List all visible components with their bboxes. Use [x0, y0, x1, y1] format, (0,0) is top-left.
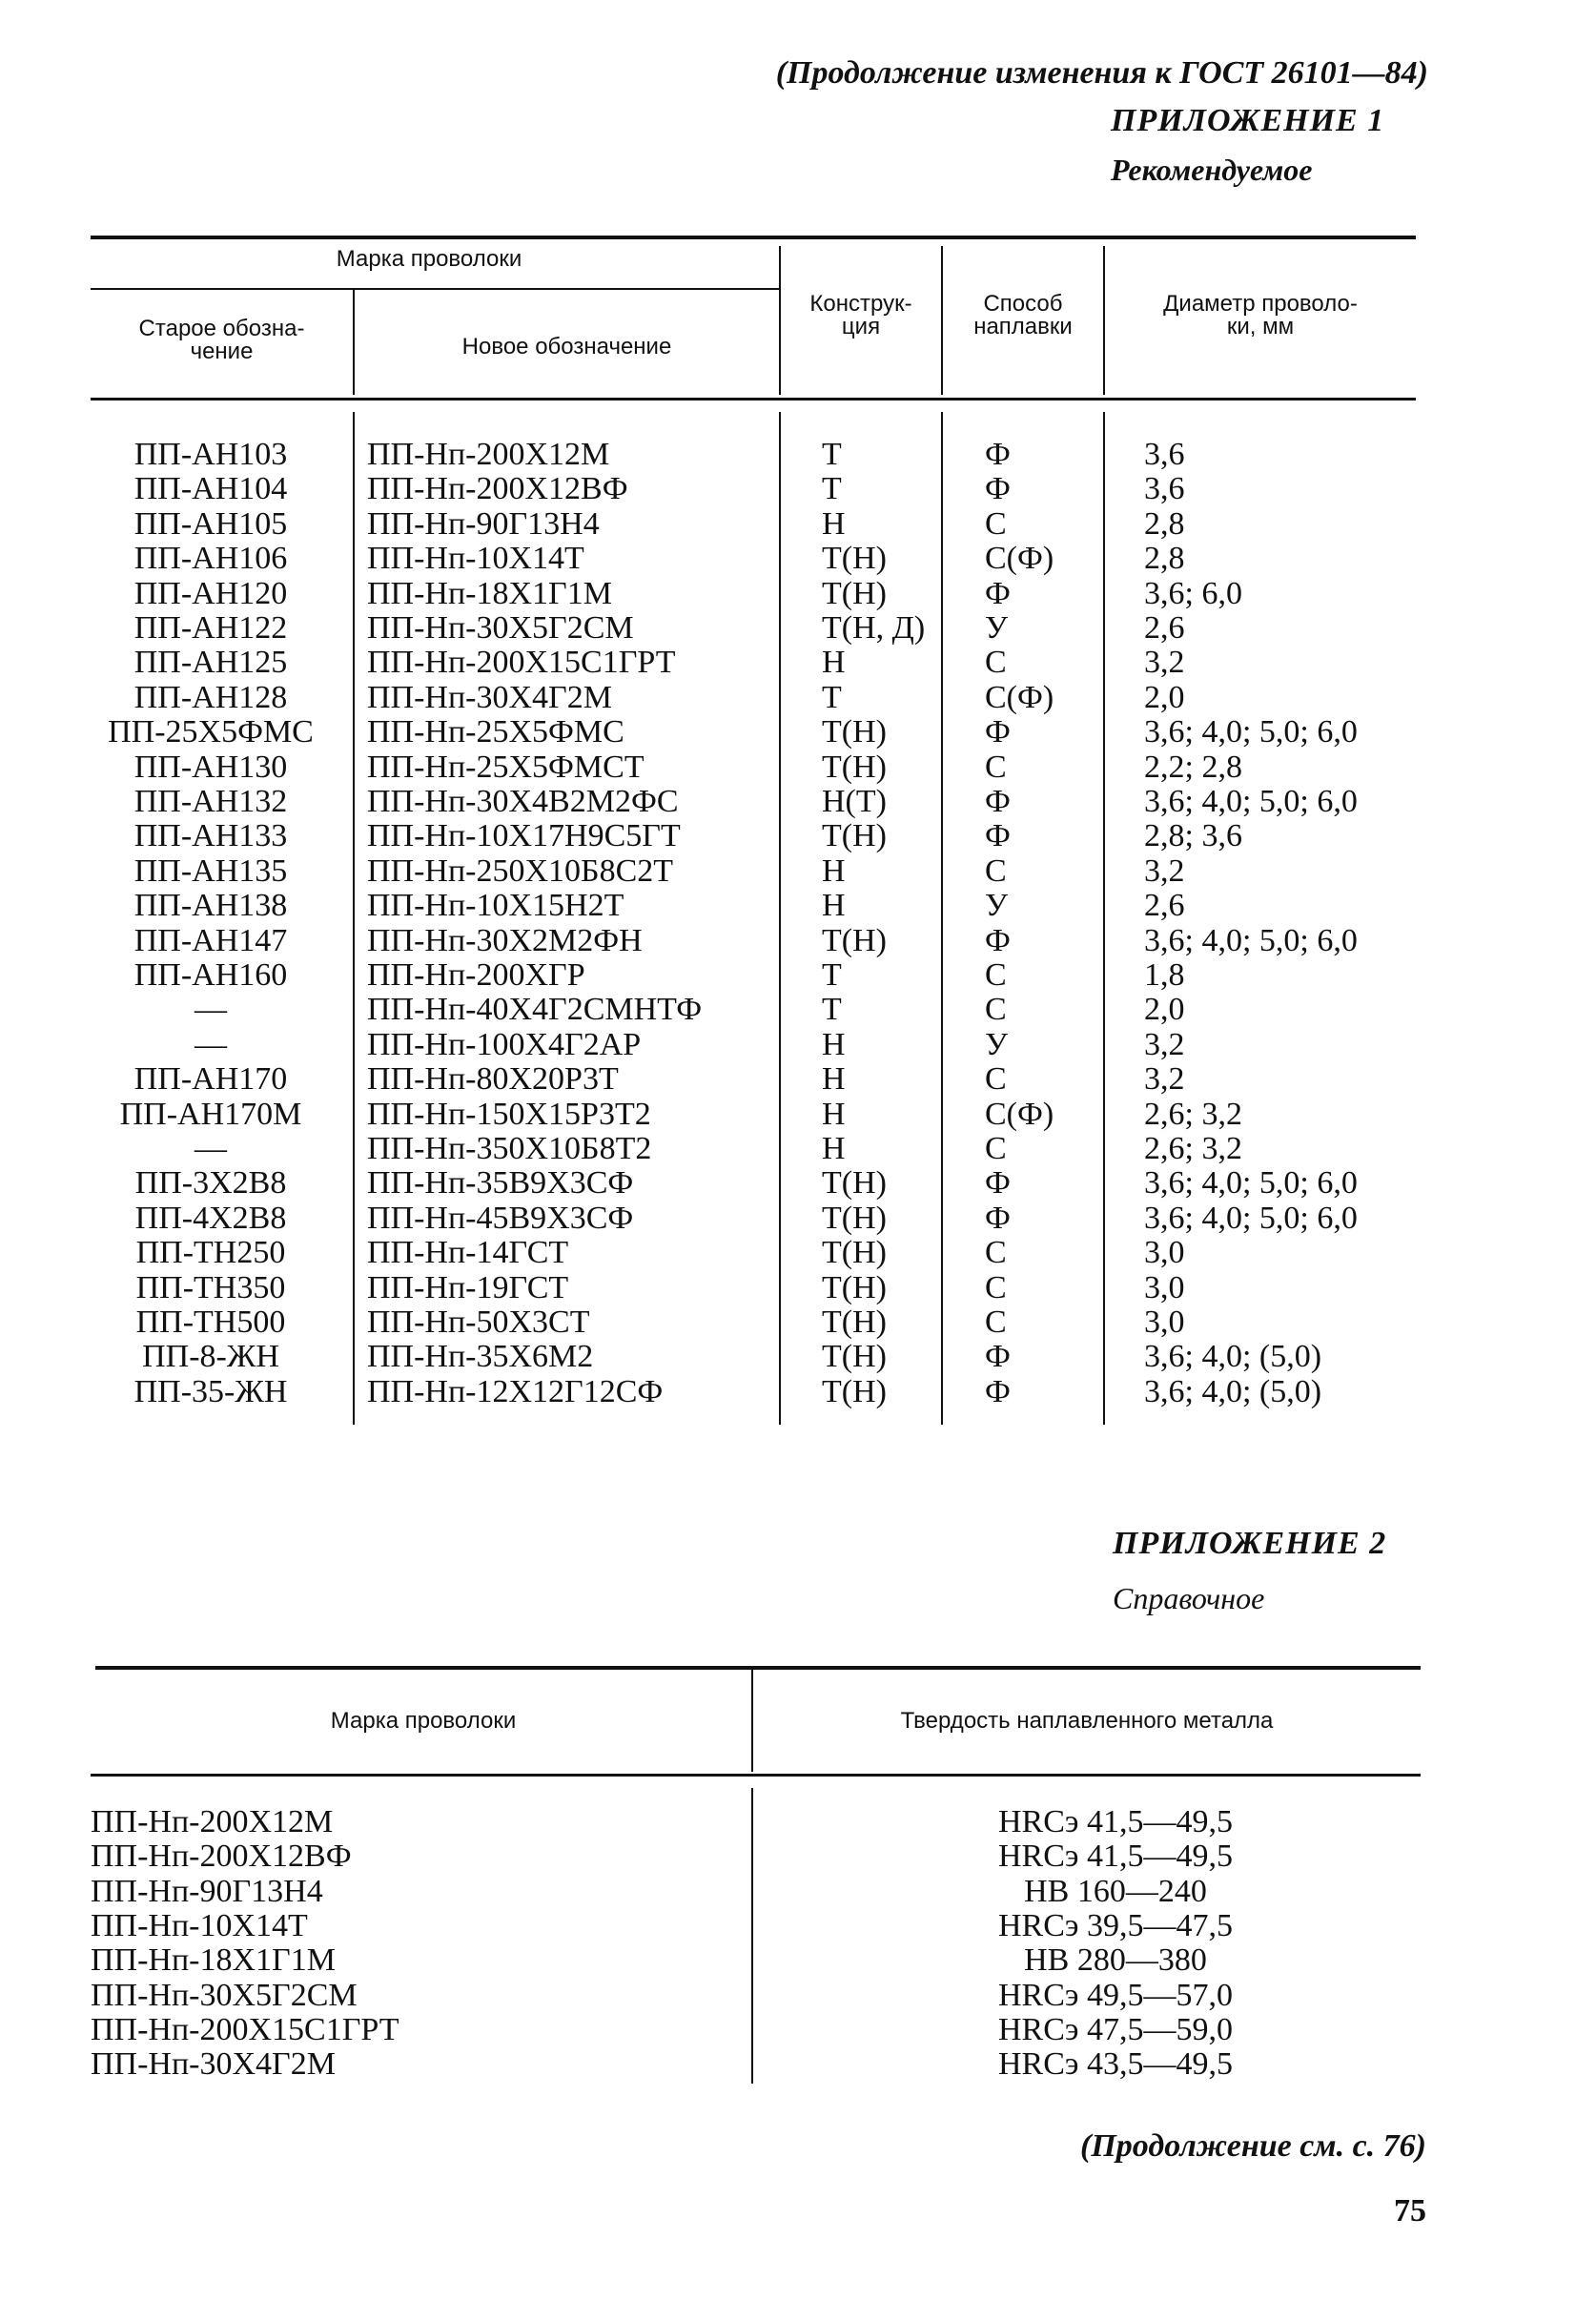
appendix2-subtitle: Справочное [1113, 1581, 1265, 1615]
new-designation-cell: ПП-Нп-200ХГР [367, 957, 585, 993]
table-row [0, 1875, 1596, 1909]
table1-top-rule [91, 236, 1416, 239]
table-row [0, 750, 1596, 785]
construction-cell: Н [822, 1061, 846, 1098]
diameter-cell: 2,8; 3,6 [1144, 818, 1242, 854]
diameter-cell: 3,0 [1144, 1305, 1185, 1340]
method-cell: С [985, 1131, 1007, 1166]
table-row [0, 1202, 1596, 1236]
new-designation-cell: ПП-Нп-25Х5ФМСТ [367, 749, 645, 785]
table-row [0, 577, 1596, 611]
method-cell: С [985, 1235, 1007, 1271]
method-cell: С [985, 645, 1007, 681]
table-row [0, 854, 1596, 889]
table-row [0, 993, 1596, 1027]
diameter-cell: 3,2 [1144, 1026, 1185, 1062]
construction-cell: Н [822, 1131, 846, 1166]
construction-cell: Т [822, 957, 842, 993]
wire-brand-cell: ПП-Нп-18Х1Г1М [91, 1942, 336, 1979]
hardness-cell: HRCэ 43,5—49,5 [997, 2046, 1233, 2083]
old-designation-cell: — [194, 1026, 227, 1062]
method-cell: Ф [985, 1373, 1011, 1409]
old-designation-cell: ПП-3Х2В8 [134, 1165, 287, 1202]
new-designation-cell: ПП-Нп-30Х4В2М2ФС [367, 784, 679, 819]
construction-cell: Т [822, 437, 842, 472]
old-designation-cell: ПП-35-ЖН [133, 1373, 288, 1409]
table-row [0, 785, 1596, 819]
new-designation-cell: ПП-Нп-35В9Х3СФ [367, 1165, 634, 1202]
method-cell: С [985, 957, 1007, 993]
diameter-cell: 3,6 [1144, 437, 1185, 472]
new-designation-cell: ПП-Нп-250Х10Б8С2Т [367, 853, 674, 889]
wire-brand-cell: ПП-Нп-30Х5Г2СМ [91, 1977, 358, 2013]
table1-group-rule [91, 288, 779, 290]
construction-cell: Т(Н) [822, 1269, 887, 1305]
header-method-line1: Способ [983, 291, 1063, 317]
construction-cell: Т(Н) [822, 1339, 887, 1375]
method-cell: У [985, 888, 1009, 924]
table-row [0, 2013, 1596, 2047]
diameter-cell: 3,6; 4,0; 5,0; 6,0 [1144, 922, 1358, 958]
new-designation-cell: ПП-Нп-30Х2М2ФН [367, 922, 643, 958]
header-old-line1: Старое обозна- [138, 316, 305, 341]
table-row [0, 1909, 1596, 1943]
old-designation-cell: ПП-АН130 [133, 749, 288, 785]
old-designation-cell: ПП-АН120 [133, 575, 288, 611]
diameter-cell: 3,6; 4,0; (5,0) [1144, 1339, 1322, 1375]
table1-header-rule [91, 398, 1416, 401]
construction-cell: Т(Н) [822, 1305, 887, 1340]
diameter-cell: 2,6; 3,2 [1144, 1096, 1242, 1132]
wire-brand-cell: ПП-Нп-30Х4Г2М [91, 2046, 336, 2083]
diameter-cell: 3,2 [1144, 1061, 1185, 1098]
old-designation-cell: — [194, 1131, 227, 1166]
new-designation-cell: ПП-Нп-90Г13Н4 [367, 505, 600, 542]
old-designation-cell: ПП-4Х2В8 [134, 1200, 287, 1236]
hardness-cell: НВ 280—380 [1024, 1942, 1207, 1979]
hardness-cell: HRCэ 41,5—49,5 [997, 1804, 1233, 1839]
old-designation-cell: ПП-АН122 [133, 610, 288, 646]
header-construction-line1: Конструк- [809, 291, 912, 317]
old-designation-cell: — [194, 992, 227, 1028]
header-old-designation [91, 318, 353, 363]
old-designation-cell: ПП-АН135 [133, 853, 288, 889]
construction-cell: Т [822, 471, 842, 507]
method-cell: Ф [985, 922, 1011, 958]
construction-cell: Т(Н) [822, 541, 887, 577]
appendix1-subtitle: Рекомендуемое [1111, 153, 1313, 187]
method-cell: Ф [985, 784, 1011, 819]
construction-cell: Т(Н) [822, 922, 887, 958]
header2-wire-brand: Марка проволоки [330, 1708, 517, 1734]
appendix2-title: ПРИЛОЖЕНИЕ 2 [1113, 1526, 1387, 1561]
diameter-cell: 2,8 [1144, 541, 1185, 577]
table-row [0, 507, 1596, 542]
diameter-cell: 3,6 [1144, 471, 1185, 507]
table2-header-rule [91, 1774, 1421, 1777]
construction-cell: Т(Н) [822, 714, 887, 750]
new-designation-cell: ПП-Нп-10Х15Н2Т [367, 888, 624, 924]
header-new-designation: Новое обозначение [461, 334, 672, 360]
diameter-cell: 3,0 [1144, 1269, 1185, 1305]
diameter-cell: 3,6; 4,0; (5,0) [1144, 1373, 1322, 1409]
construction-cell: Т [822, 992, 842, 1028]
diameter-cell: 3,6; 4,0; 5,0; 6,0 [1144, 784, 1358, 819]
new-designation-cell: ПП-Нп-30Х4Г2М [367, 679, 612, 715]
table-row [0, 1943, 1596, 1978]
hardness-cell: HRCэ 47,5—59,0 [997, 2011, 1233, 2047]
method-cell: Ф [985, 1200, 1011, 1236]
diameter-cell: 3,2 [1144, 853, 1185, 889]
method-cell: Ф [985, 1339, 1011, 1375]
diameter-cell: 3,6; 4,0; 5,0; 6,0 [1144, 714, 1358, 750]
new-designation-cell: ПП-Нп-150Х15Р3Т2 [367, 1096, 651, 1132]
table-row [0, 2047, 1596, 2082]
diameter-cell: 2,2; 2,8 [1144, 749, 1242, 785]
table2-top-rule [95, 1666, 1421, 1670]
method-cell: С [985, 505, 1007, 542]
old-designation-cell: ПП-8-ЖН [142, 1339, 279, 1375]
header-construction [781, 293, 941, 339]
diameter-cell: 3,6; 6,0 [1144, 575, 1242, 611]
header-method-line2: наплавки [973, 314, 1073, 339]
table-row [0, 542, 1596, 576]
construction-cell: Т(Н) [822, 1373, 887, 1409]
table-row [0, 1132, 1596, 1166]
diameter-cell: 2,6; 3,2 [1144, 1131, 1242, 1166]
method-cell: С [985, 1305, 1007, 1340]
method-cell: С [985, 749, 1007, 785]
method-cell: С [985, 1061, 1007, 1098]
new-designation-cell: ПП-Нп-100Х4Г2АР [367, 1026, 642, 1062]
table-row [0, 1979, 1596, 2013]
construction-cell: Т(Н) [822, 1200, 887, 1236]
method-cell: С [985, 992, 1007, 1028]
new-designation-cell: ПП-Нп-50Х3СТ [367, 1305, 590, 1340]
method-cell: Ф [985, 437, 1011, 472]
table-row [0, 1028, 1596, 1062]
wire-brand-cell: ПП-Нп-10Х14Т [91, 1907, 308, 1943]
construction-cell: Н [822, 1096, 846, 1132]
wire-brand-cell: ПП-Нп-200Х12ВФ [91, 1839, 352, 1875]
construction-cell: Т(Н, Д) [822, 610, 926, 646]
diameter-cell: 3,0 [1144, 1235, 1185, 1271]
hardness-cell: НВ 160—240 [1024, 1873, 1207, 1909]
method-cell: С(Ф) [985, 1096, 1054, 1132]
table-row [0, 1340, 1596, 1374]
table-row [0, 472, 1596, 506]
diameter-cell: 2,0 [1144, 992, 1185, 1028]
hardness-cell: HRCэ 49,5—57,0 [997, 1977, 1233, 2013]
construction-cell: Н [822, 853, 846, 889]
old-designation-cell: ПП-АН138 [133, 888, 288, 924]
table-row [0, 1375, 1596, 1409]
header-diameter-line1: Диаметр проволо- [1163, 291, 1358, 317]
new-designation-cell: ПП-Нп-10Х14Т [367, 541, 584, 577]
table-row [0, 715, 1596, 750]
construction-cell: Т(Н) [822, 818, 887, 854]
method-cell: С [985, 853, 1007, 889]
old-designation-cell: ПП-25Х5ФМС [108, 714, 314, 750]
diameter-cell: 1,8 [1144, 957, 1185, 993]
old-designation-cell: ПП-АН160 [133, 957, 288, 993]
table-row [0, 1236, 1596, 1270]
header-diameter [1105, 293, 1416, 339]
table-row [0, 889, 1596, 923]
old-designation-cell: ПП-АН106 [133, 541, 288, 577]
construction-cell: Н [822, 1026, 846, 1062]
table-row [0, 1271, 1596, 1305]
new-designation-cell: ПП-Нп-12Х12Г12СФ [367, 1373, 664, 1409]
table-row [0, 1305, 1596, 1340]
construction-cell: Н(Т) [822, 784, 887, 819]
method-cell: Ф [985, 714, 1011, 750]
diameter-cell: 2,8 [1144, 505, 1185, 542]
method-cell: У [985, 610, 1009, 646]
method-cell: Ф [985, 575, 1011, 611]
new-designation-cell: ПП-Нп-10Х17Н9С5ГТ [367, 818, 681, 854]
header-construction-line2: ция [841, 314, 881, 339]
new-designation-cell: ПП-Нп-45В9Х3СФ [367, 1200, 634, 1236]
table-row [0, 1839, 1596, 1874]
method-cell: Ф [985, 818, 1011, 854]
old-designation-cell: ПП-АН103 [133, 437, 288, 472]
header-old-line2: чение [190, 339, 254, 364]
construction-cell: Н [822, 505, 846, 542]
old-designation-cell: ПП-АН170 [133, 1061, 288, 1098]
table-row [0, 1805, 1596, 1839]
header-method [943, 293, 1103, 339]
new-designation-cell: ПП-Нп-40Х4Г2СМНТФ [367, 992, 703, 1028]
new-designation-cell: ПП-Нп-30Х5Г2СМ [367, 610, 634, 646]
old-designation-cell: ПП-АН125 [133, 645, 288, 681]
old-designation-cell: ПП-АН170М [119, 1096, 302, 1132]
method-cell: Ф [985, 1165, 1011, 1202]
wire-brand-cell: ПП-Нп-90Г13Н4 [91, 1873, 323, 1909]
diameter-cell: 2,0 [1144, 679, 1185, 715]
construction-cell: Т(Н) [822, 575, 887, 611]
old-designation-cell: ПП-АН133 [133, 818, 288, 854]
method-cell: С(Ф) [985, 541, 1054, 577]
new-designation-cell: ПП-Нп-19ГСТ [367, 1269, 569, 1305]
continuation-footer: (Продолжение см. с. 76) [1080, 2128, 1426, 2164]
diameter-cell: 3,2 [1144, 645, 1185, 681]
header2-hardness: Твердость наплавленного металла [900, 1708, 1274, 1734]
old-designation-cell: ПП-ТН350 [135, 1269, 286, 1305]
old-designation-cell: ПП-АН105 [133, 505, 288, 542]
hardness-cell: HRCэ 41,5—49,5 [997, 1839, 1233, 1875]
new-designation-cell: ПП-Нп-200Х12М [367, 437, 610, 472]
old-designation-cell: ПП-ТН250 [135, 1235, 286, 1271]
diameter-cell: 3,6; 4,0; 5,0; 6,0 [1144, 1165, 1358, 1202]
construction-cell: Н [822, 645, 846, 681]
old-designation-cell: ПП-ТН500 [135, 1305, 286, 1340]
method-cell: С [985, 1269, 1007, 1305]
table-row [0, 1098, 1596, 1132]
construction-cell: Т(Н) [822, 1235, 887, 1271]
old-designation-cell: ПП-АН128 [133, 679, 288, 715]
new-designation-cell: ПП-Нп-350Х10Б8Т2 [367, 1131, 652, 1166]
wire-brand-cell: ПП-Нп-200Х15С1ГРТ [91, 2011, 399, 2047]
page-number: 75 [1394, 2193, 1426, 2229]
construction-cell: Т(Н) [822, 749, 887, 785]
method-cell: С(Ф) [985, 679, 1054, 715]
method-cell: У [985, 1026, 1009, 1062]
table-row [0, 958, 1596, 993]
method-cell: Ф [985, 471, 1011, 507]
new-designation-cell: ПП-Нп-35Х6М2 [367, 1339, 594, 1375]
old-designation-cell: ПП-АН147 [133, 922, 288, 958]
new-designation-cell: ПП-Нп-200Х15С1ГРТ [367, 645, 676, 681]
table-row [0, 646, 1596, 680]
table-row [0, 1166, 1596, 1201]
appendix1-title: ПРИЛОЖЕНИЕ 1 [1111, 103, 1385, 138]
table-row [0, 1062, 1596, 1097]
table-row [0, 819, 1596, 853]
old-designation-cell: ПП-АН104 [133, 471, 288, 507]
new-designation-cell: ПП-Нп-25Х5ФМС [367, 714, 624, 750]
construction-cell: Т(Н) [822, 1165, 887, 1202]
old-designation-cell: ПП-АН132 [133, 784, 288, 819]
diameter-cell: 2,6 [1144, 610, 1185, 646]
table-row [0, 611, 1596, 646]
new-designation-cell: ПП-Нп-14ГСТ [367, 1235, 569, 1271]
header-diameter-line2: ки, мм [1226, 314, 1295, 339]
diameter-cell: 3,6; 4,0; 5,0; 6,0 [1144, 1200, 1358, 1236]
new-designation-cell: ПП-Нп-80Х20Р3Т [367, 1061, 619, 1098]
construction-cell: Н [822, 888, 846, 924]
table-row [0, 924, 1596, 958]
continuation-header: (Продолжение изменения к ГОСТ 26101—84) [775, 55, 1428, 91]
diameter-cell: 2,6 [1144, 888, 1185, 924]
new-designation-cell: ПП-Нп-200Х12ВФ [367, 471, 628, 507]
table-row [0, 681, 1596, 715]
hardness-cell: HRCэ 39,5—47,5 [997, 1907, 1233, 1943]
construction-cell: Т [822, 679, 842, 715]
new-designation-cell: ПП-Нп-18Х1Г1М [367, 575, 612, 611]
table-row [0, 438, 1596, 472]
header-wire-brand: Марка проволоки [336, 246, 522, 272]
wire-brand-cell: ПП-Нп-200Х12М [91, 1804, 334, 1839]
